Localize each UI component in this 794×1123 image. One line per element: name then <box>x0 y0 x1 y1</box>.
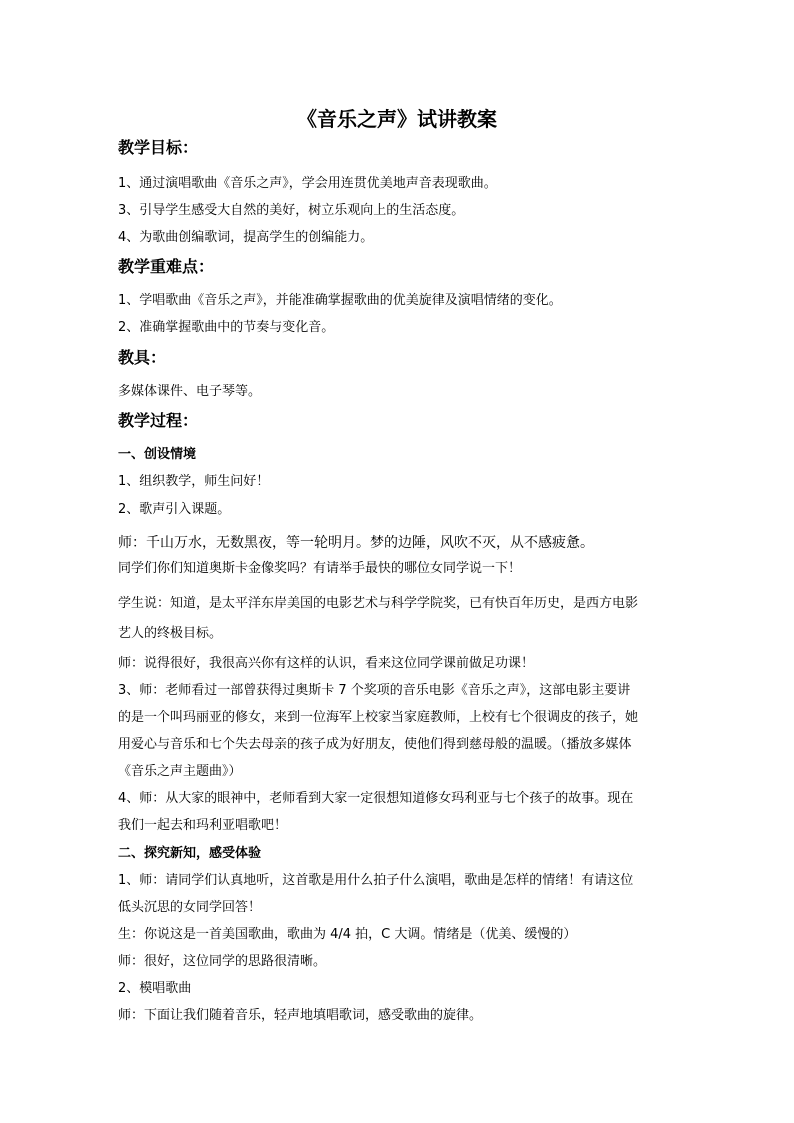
key-point-item: 2、准确掌握歌曲中的节奏与变化音。 <box>118 320 335 335</box>
part2-heading: 二、探究新知，感受体验 <box>118 846 262 861</box>
key-points-heading: 教学重难点： <box>118 257 215 276</box>
process-line: 的是一个叫玛丽亚的修女，来到一位海军上校家当家庭教师，上校有七个很调皮的孩子，她 <box>118 710 639 725</box>
process-line: 师：很好，这位同学的思路很清晰。 <box>118 954 327 969</box>
process-line: 艺人的终极目标。 <box>118 626 223 641</box>
process-line: 师：下面让我们随着音乐，轻声地填唱歌词，感受歌曲的旋律。 <box>118 1008 483 1023</box>
goal-item: 1、通过演唱歌曲《音乐之声》，学会用连贯优美地声音表现歌曲。 <box>118 176 497 191</box>
process-line: 低头沉思的女同学回答！ <box>118 900 262 915</box>
process-line: 我们一起去和玛利亚唱歌吧！ <box>118 818 288 833</box>
process-line: 1、师：请同学们认真地听，这首歌是用什么拍子什么演唱，歌曲是怎样的情绪！有请这位 <box>118 873 634 888</box>
process-line: 3、师：老师看过一部曾获得过奥斯卡 7 个奖项的音乐电影《音乐之声》，这部电影主要讲 <box>118 683 631 698</box>
process-line: 用爱心与音乐和七个失去母亲的孩子成为好朋友，使他们得到慈母般的温暖。（播放多媒体 <box>118 737 632 752</box>
process-line: 学生说：知道，是太平洋东岸美国的电影艺术与科学学院奖，已有快百年历史，是西方电影 <box>118 596 639 611</box>
process-line: 同学们你们知道奥斯卡金像奖吗？有请举手最快的哪位女同学说一下！ <box>118 561 522 576</box>
goal-item: 3、引导学生感受大自然的美好，树立乐观向上的生活态度。 <box>118 203 465 218</box>
process-line: 生：你说这是一首美国歌曲，歌曲为 4/4 拍，C 大调。情绪是（优美、缓慢的） <box>118 927 577 942</box>
goal-item: 4、为歌曲创编歌词，提高学生的创编能力。 <box>118 230 374 245</box>
process-heading: 教学过程： <box>118 411 199 430</box>
process-line: 师：说得很好，我很高兴你有这样的认识，看来这位同学课前做足功课！ <box>118 656 535 671</box>
process-line: 《音乐之声主题曲》） <box>118 764 242 779</box>
tools-item: 多媒体课件、电子琴等。 <box>118 384 262 399</box>
process-line: 2、歌声引入课题。 <box>118 502 231 517</box>
tools-heading: 教具： <box>118 348 167 367</box>
document-title: 《音乐之声》试讲教案 <box>297 107 497 131</box>
process-line: 4、师：从大家的眼神中，老师看到大家一定很想知道修女玛利亚与七个孩子的故事。现在 <box>118 791 634 806</box>
process-line: 1、组织教学，师生问好！ <box>118 474 270 489</box>
process-line: 师：千山万水，无数黑夜，等一轮明月。梦的边陲，风吹不灭，从不感疲惫。 <box>118 535 594 551</box>
goals-heading: 教学目标： <box>118 138 199 157</box>
part1-heading: 一、创设情境 <box>118 447 197 462</box>
key-point-item: 1、学唱歌曲《音乐之声》，并能准确掌握歌曲的优美旋律及演唱情绪的变化。 <box>118 293 562 308</box>
process-line: 2、模唱歌曲 <box>118 981 192 996</box>
